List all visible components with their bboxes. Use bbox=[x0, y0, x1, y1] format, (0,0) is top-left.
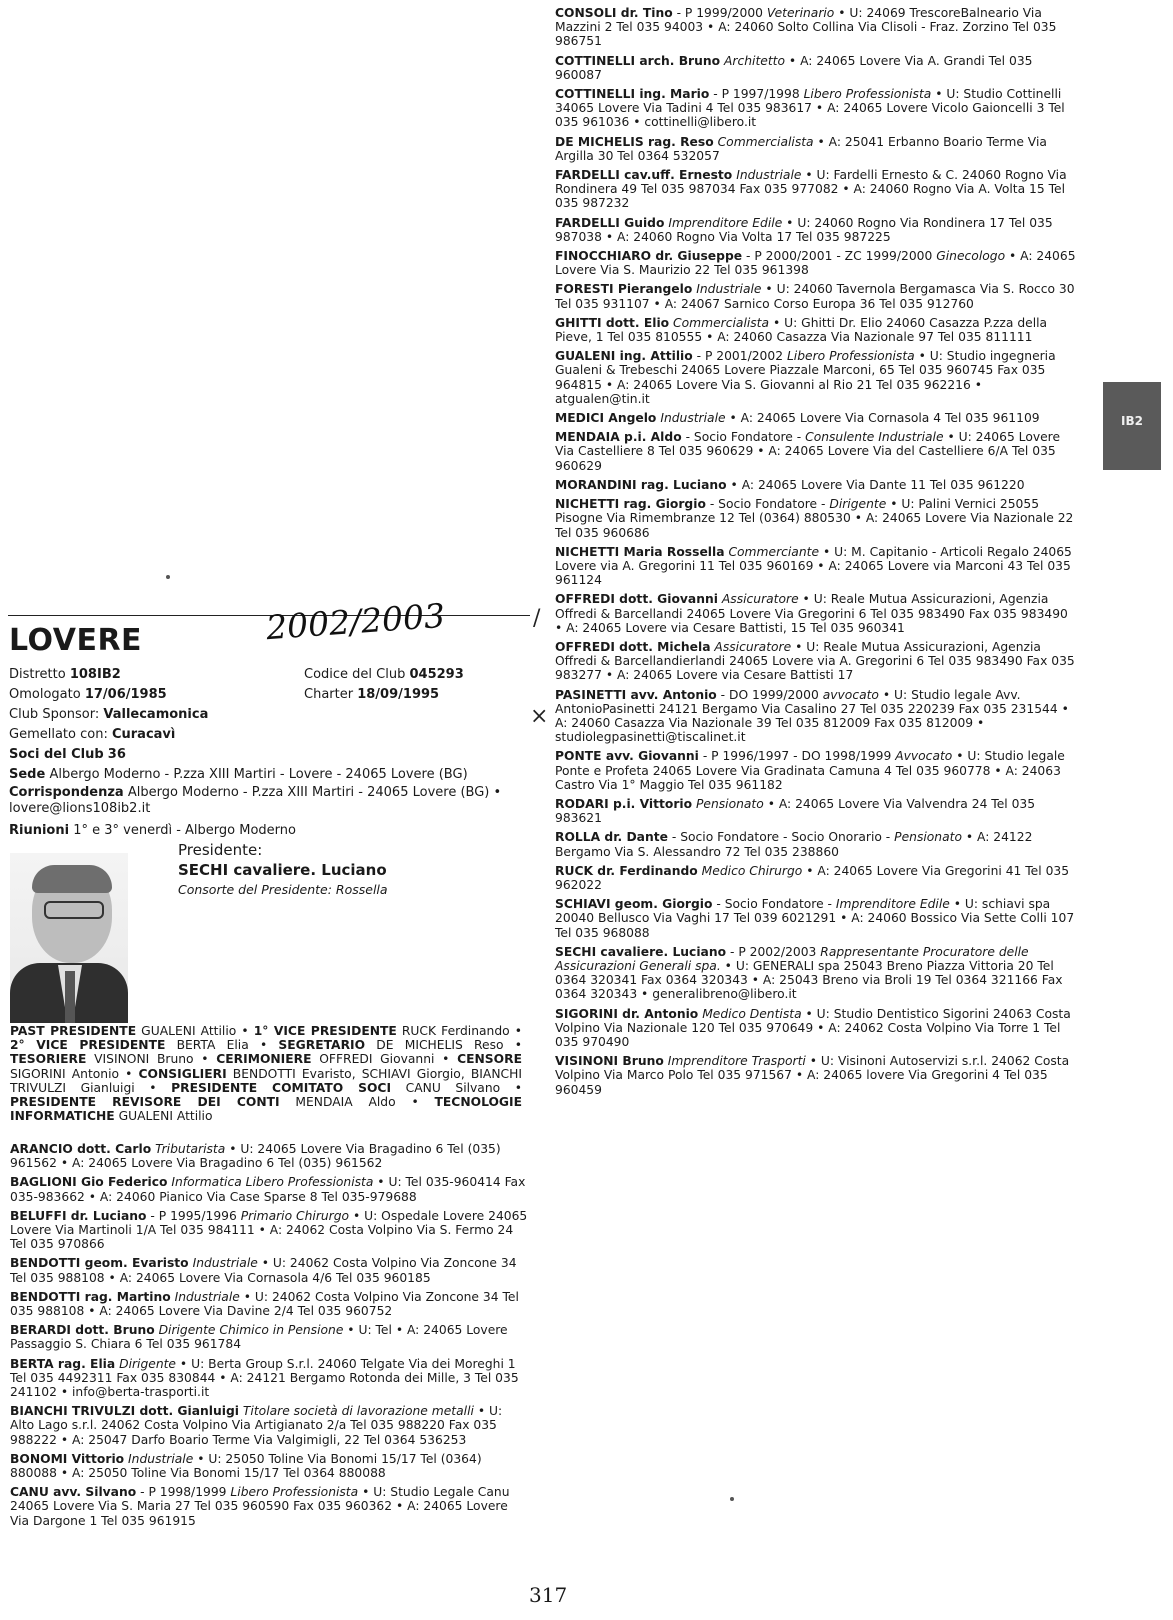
member-profession: Pensionato bbox=[695, 796, 764, 811]
member-profession: Imprenditore Edile bbox=[668, 215, 783, 230]
member-name: BELUFFI dr. Luciano bbox=[10, 1208, 147, 1223]
president-label: Presidente: bbox=[178, 841, 263, 859]
officer-role: PRESIDENTE COMITATO SOCI bbox=[171, 1080, 392, 1095]
member-address: • U: Ospedale Lovere 24065 Lovere Via Martinoli 1/A Tel 035 984111 • A: 24062 Costa Volpino Via S. Fermo 24 Tel 035 970866 bbox=[10, 1208, 528, 1252]
member-entry bbox=[10, 1323, 530, 1351]
member-entry bbox=[555, 6, 1077, 49]
officer-role: TESORIERE bbox=[10, 1052, 87, 1067]
member-entry bbox=[555, 830, 1077, 858]
member-name: BENDOTTI rag. Martino bbox=[10, 1289, 171, 1304]
member-entry bbox=[555, 216, 1077, 244]
soci-value: 36 bbox=[107, 747, 126, 762]
officer-role: 1° VICE PRESIDENTE bbox=[253, 1024, 397, 1038]
info-row-gemellato bbox=[9, 725, 529, 745]
scan-speck bbox=[730, 1497, 734, 1501]
page-number: 317 bbox=[529, 1583, 568, 1607]
member-address: • U: M. Capitanio - Articoli Regalo 24065 Lovere via A. Gregorini 11 Tel 035 960169 • A: 24065 Lovere via Marconi 43 Tel 035 961124 bbox=[555, 544, 1072, 588]
member-address: • U: 24062 Costa Volpino Via Zoncone 34 Tel 035 988108 • A: 24065 Lovere Via Davine 2/4 Tel 035 960752 bbox=[10, 1289, 519, 1319]
member-roles: - P 2001/2002 bbox=[692, 349, 784, 364]
handwritten-year: 2002/2003 bbox=[264, 595, 447, 648]
officer-name: GUALENI Attilio bbox=[114, 1109, 213, 1124]
member-profession: Commerciante bbox=[728, 544, 820, 559]
member-address: • U: 24065 Lovere Via Castelliere 8 Tel 035 960629 • A: 24065 Lovere Via del Castelliere 6/A Tel 035 960629 bbox=[555, 430, 1061, 473]
member-roles: - P 2002/2003 bbox=[726, 944, 817, 959]
member-profession: Commercialista bbox=[673, 315, 770, 330]
member-entry bbox=[10, 1452, 530, 1480]
member-address: • U: Alto Lago s.r.l. 24062 Costa Volpino Via Artigianato 2/a Tel 035 988220 Fax 035 988222 • A: 25047 Darfo Boario Terme Via Valgimigli, 22 Tel 0364 536253 bbox=[10, 1404, 503, 1447]
member-name: CANU avv. Silvano bbox=[10, 1485, 137, 1500]
member-profession: Assicuratore bbox=[721, 592, 799, 607]
member-profession: Imprenditore Edile bbox=[835, 897, 950, 912]
member-name: NICHETTI Maria Rossella bbox=[555, 544, 725, 559]
member-name: RODARI p.i. Vittorio bbox=[555, 796, 693, 811]
member-profession: Medico Dentista bbox=[702, 1006, 802, 1021]
label: Charter bbox=[304, 687, 354, 702]
officer-name: CANU Silvano bbox=[391, 1080, 501, 1095]
member-address: • U: 24065 Lovere Via Bragadino 6 Tel (035) 961562 • A: 24065 Lovere Via Bragadino 6 Tel (035) 961562 bbox=[10, 1142, 501, 1171]
member-entry bbox=[555, 497, 1077, 540]
president-name: SECHI cavaliere. Luciano bbox=[178, 861, 387, 879]
member-profession: Informatica Libero Professionista bbox=[171, 1175, 374, 1190]
member-entry bbox=[555, 864, 1077, 892]
member-entry bbox=[10, 1290, 530, 1318]
member-entry bbox=[555, 54, 1077, 82]
gemellato-value: Curacavì bbox=[111, 727, 176, 742]
label: Codice del Club bbox=[304, 667, 406, 682]
member-profession: Commercialista bbox=[717, 134, 814, 149]
officer-role: 2° VICE PRESIDENTE bbox=[10, 1038, 166, 1053]
member-entry bbox=[555, 349, 1077, 406]
member-address: • U: Studio Legale Canu 24065 Lovere Via S. Maria 27 Tel 035 960590 Fax 035 960362 • A: 24065 Lovere Via Dargone 1 Tel 035 961915 bbox=[10, 1485, 510, 1528]
officer-name: SIGORINI Antonio bbox=[10, 1066, 120, 1081]
member-entry bbox=[555, 316, 1077, 344]
member-address: • A: 25041 Erbanno Boario Terme Via Argilla 30 Tel 0364 532057 bbox=[555, 134, 1047, 163]
member-entry bbox=[555, 688, 1077, 745]
member-profession: Titolare società di lavorazione metalli bbox=[242, 1404, 474, 1419]
member-name: CONSOLI dr. Tino bbox=[555, 6, 673, 20]
member-name: PASINETTI avv. Antonio bbox=[555, 687, 717, 702]
member-roles: - P 1999/2000 bbox=[672, 6, 763, 20]
member-profession: Industriale bbox=[736, 168, 802, 183]
member-name: PONTE avv. Giovanni bbox=[555, 749, 699, 764]
member-profession: Avvocato bbox=[895, 749, 953, 764]
member-entry bbox=[555, 945, 1077, 1002]
member-address: • A: 24065 Lovere Via A. Grandi Tel 035 960087 bbox=[555, 53, 1033, 82]
member-entry bbox=[10, 1485, 530, 1528]
member-entry bbox=[555, 87, 1077, 130]
member-profession: Consulente Industriale bbox=[805, 430, 944, 445]
officer-role: SEGRETARIO bbox=[278, 1038, 366, 1053]
member-roles: - DO 1999/2000 bbox=[716, 687, 819, 702]
member-entry bbox=[555, 478, 1077, 492]
member-entry bbox=[555, 640, 1077, 683]
member-address: • U: Tel • A: 24065 Lovere Passaggio S. Chiara 6 Tel 035 961784 bbox=[10, 1323, 508, 1352]
member-address: • U: 25050 Toline Via Bonomi 15/17 Tel (0364) 880088 • A: 25050 Toline Via Bonomi 15/17 Tel 0364 880088 bbox=[10, 1451, 482, 1481]
label: Riunioni bbox=[9, 823, 70, 838]
charter bbox=[304, 685, 439, 705]
member-address: • U: Studio Cottinelli 34065 Lovere Via Tadini 4 Tel 035 983617 • A: 24065 Lovere Vicolo Gaioncelli 3 Tel 035 961036 • cottinelli@libero.it bbox=[555, 87, 1065, 130]
member-profession: Imprenditore Trasporti bbox=[667, 1054, 806, 1069]
info-row-distretto bbox=[9, 665, 529, 685]
member-name: VISINONI Bruno bbox=[555, 1054, 664, 1069]
corr-value: Albergo Moderno - P.zza XIII Martiri - 24065 Lovere (BG) • lovere@lions108ib2.it bbox=[9, 785, 502, 816]
officer-name: BERTA Elia bbox=[165, 1038, 249, 1053]
member-roles: - Socio Fondatore - Socio Onorario - bbox=[667, 830, 891, 845]
member-address: • U: Studio ingegneria Gualeni & Trebeschi 24065 Lovere Piazzale Marconi, 65 Tel 035 960745 Fax 035 964815 • A: 24065 Lovere Via S. Giovanni al Rio 21 Tel 035 962216 • atgualen@tin.it bbox=[555, 349, 1056, 406]
charter-value: 18/09/1995 bbox=[357, 687, 440, 702]
member-name: FARDELLI Guido bbox=[555, 215, 665, 230]
sede-value: Albergo Moderno - P.zza XIII Martiri - Lovere - 24065 Lovere (BG) bbox=[49, 767, 468, 782]
member-roles: - P 1995/1996 bbox=[146, 1208, 237, 1223]
member-name: SCHIAVI geom. Giorgio bbox=[555, 897, 713, 912]
codice bbox=[304, 665, 464, 685]
member-name: BAGLIONI Gio Federico bbox=[10, 1175, 168, 1190]
member-profession: Dirigente Chimico in Pensione bbox=[158, 1323, 344, 1338]
member-entry bbox=[555, 135, 1077, 163]
members-list-left bbox=[10, 1142, 530, 1533]
info-row-riunioni bbox=[9, 821, 529, 841]
member-profession: Ginecologo bbox=[936, 249, 1006, 264]
officer-name: RUCK Ferdinando bbox=[396, 1024, 510, 1038]
distretto-value: 108IB2 bbox=[69, 667, 121, 682]
officer-name: MENDAIA Aldo bbox=[279, 1095, 396, 1110]
info-row-omologato bbox=[9, 685, 529, 705]
scan-speck bbox=[166, 575, 170, 579]
member-name: ROLLA dr. Dante bbox=[555, 830, 668, 845]
member-name: FARDELLI cav.uff. Ernesto bbox=[555, 168, 733, 183]
member-address: • A: 24065 Lovere Via Cornasola 4 Tel 035 961109 bbox=[725, 411, 1040, 426]
member-entry bbox=[10, 1357, 530, 1400]
omologato-value: 17/06/1985 bbox=[84, 687, 167, 702]
member-name: SIGORINI dr. Antonio bbox=[555, 1006, 699, 1021]
member-address: • U: schiavi spa 20040 Bellusco Via Vaghi 17 Tel 039 6021291 • A: 24060 Bossico Via Sette Colli 107 Tel 035 968088 bbox=[555, 897, 1075, 940]
member-name: FORESTI Pierangelo bbox=[555, 282, 693, 297]
member-entry bbox=[555, 1007, 1077, 1050]
label: Club Sponsor: bbox=[9, 707, 100, 722]
member-address: • U: Tel 035-960414 Fax 035-983662 • A: 24060 Pianico Via Case Sparse 8 Tel 035-979688 bbox=[10, 1175, 526, 1204]
member-entry bbox=[555, 430, 1077, 473]
member-profession: Industriale bbox=[696, 282, 762, 297]
member-name: MENDAIA p.i. Aldo bbox=[555, 430, 682, 445]
member-address: • U: Studio legale Avv. AntonioPasinetti 24121 Bergamo Via Casalino 27 Tel 035 220239 Fax 035 231544 • A: 24060 Casazza Via Nazionale 39 Tel 035 812009 Fax 035 812009 • studiolegpasinetti@tiscalinet.it bbox=[555, 687, 1069, 745]
member-profession: Assicuratore bbox=[714, 639, 792, 654]
member-entry bbox=[555, 797, 1077, 825]
check-mark: / bbox=[533, 606, 541, 631]
member-profession: Libero Professionista bbox=[786, 349, 915, 364]
officer-role: TECNOLOGIE INFORMATICHE bbox=[10, 1095, 522, 1124]
member-address: • U: Reale Mutua Assicurazioni, Agenzia Offredi & Barcellandi 24065 Lovere Via Gregorini 6 Tel 035 983490 Fax 035 983490 • A: 24065 Lovere via Cesare Battisti, 15 Tel 035 960341 bbox=[555, 592, 1068, 635]
member-roles: - Socio Fondatore - bbox=[681, 430, 802, 445]
member-entry bbox=[555, 897, 1077, 940]
member-name: SECHI cavaliere. Luciano bbox=[555, 944, 727, 959]
officer-name: DE MICHELIS Reso bbox=[365, 1038, 504, 1053]
member-name: RUCK dr. Ferdinando bbox=[555, 863, 698, 878]
member-entry bbox=[555, 749, 1077, 792]
member-name: GUALENI ing. Attilio bbox=[555, 349, 693, 364]
member-entry bbox=[555, 411, 1077, 425]
member-profession: Rappresentante Procuratore delle Assicurazioni Generali spa. bbox=[555, 944, 1029, 973]
member-entry bbox=[555, 592, 1077, 635]
member-name: OFFREDI dott. Giovanni bbox=[555, 592, 718, 607]
officer-name: BENDOTTI Evaristo, SCHIAVI Giorgio, BIANCHI TRIVULZI Gianluigi bbox=[10, 1066, 522, 1095]
club-info bbox=[9, 665, 529, 841]
member-profession: avvocato bbox=[822, 687, 879, 702]
club-title: LOVERE bbox=[9, 623, 143, 658]
label: Corrispondenza bbox=[9, 785, 124, 800]
officer-role: PAST PRESIDENTE bbox=[10, 1024, 137, 1038]
member-name: MORANDINI rag. Luciano bbox=[555, 477, 727, 492]
officer-role: PRESIDENTE REVISORE DEI CONTI bbox=[10, 1095, 280, 1110]
info-row-sede bbox=[9, 765, 529, 785]
member-name: BONOMI Vittorio bbox=[10, 1451, 125, 1466]
member-name: GHITTI dott. Elio bbox=[555, 315, 670, 330]
president-consorte: Consorte del Presidente: Rossella bbox=[178, 882, 388, 897]
member-entry bbox=[555, 282, 1077, 310]
member-name: COTTINELLI ing. Mario bbox=[555, 87, 710, 102]
member-name: MEDICI Angelo bbox=[555, 411, 657, 426]
member-name: DE MICHELIS rag. Reso bbox=[555, 134, 714, 149]
officer-name: VISINONI Bruno bbox=[86, 1052, 194, 1067]
member-address: • U: GENERALI spa 25043 Breno Piazza Vittoria 20 Tel 0364 320341 Fax 0364 320343 • A: 25043 Breno via Broli 19 Tel 0364 321166 Fax 0364 320343 • generalibreno@libero.it bbox=[555, 958, 1063, 1002]
member-entry bbox=[10, 1256, 530, 1284]
member-name: FINOCCHIARO dr. Giuseppe bbox=[555, 249, 743, 264]
member-profession: Tributarista bbox=[155, 1142, 226, 1156]
member-name: NICHETTI rag. Giorgio bbox=[555, 497, 706, 512]
sponsor-value: Vallecamonica bbox=[103, 707, 209, 722]
member-profession: Industriale bbox=[192, 1256, 258, 1271]
member-entry bbox=[555, 168, 1077, 211]
member-roles: - Socio Fondatore - bbox=[712, 897, 832, 912]
member-entry bbox=[555, 249, 1077, 277]
member-entry bbox=[10, 1142, 530, 1170]
officer-name: GUALENI Attilio bbox=[136, 1024, 237, 1038]
member-roles: - P 1998/1999 bbox=[136, 1485, 227, 1500]
label: Sede bbox=[9, 767, 46, 782]
member-profession: Dirigente bbox=[119, 1356, 177, 1371]
info-row-corr bbox=[9, 785, 529, 817]
member-name: BENDOTTI geom. Evaristo bbox=[10, 1256, 189, 1271]
member-name: ARANCIO dott. Carlo bbox=[10, 1142, 152, 1156]
member-name: BIANCHI TRIVULZI dott. Gianluigi bbox=[10, 1404, 239, 1419]
member-profession: Primario Chirurgo bbox=[240, 1208, 350, 1223]
member-address: • U: 24062 Costa Volpino Via Zoncone 34 Tel 035 988108 • A: 24065 Lovere Via Cornasola 4/6 Tel 035 960185 bbox=[10, 1256, 517, 1285]
member-entry bbox=[10, 1404, 530, 1447]
officer-name: OFFREDI Giovanni bbox=[311, 1052, 435, 1067]
member-roles: - P 2000/2001 - ZC 1999/2000 bbox=[742, 249, 933, 264]
member-entry bbox=[555, 545, 1077, 588]
member-entry bbox=[10, 1175, 530, 1203]
label: Soci del Club bbox=[9, 747, 104, 762]
member-address: • U: Berta Group S.r.l. 24060 Telgate Via dei Moreghi 1 Tel 035 4492311 Fax 035 830844 • A: 24121 Bergamo Rotonda dei Mille, 3 Tel 035 241102 • info@berta-trasporti.it bbox=[10, 1356, 519, 1400]
member-profession: Industriale bbox=[660, 411, 726, 426]
member-name: OFFREDI dott. Michela bbox=[555, 639, 711, 654]
president-photo bbox=[10, 853, 128, 1023]
info-row-sponsor bbox=[9, 705, 529, 725]
check-mark: × bbox=[530, 704, 549, 729]
officer-role: CONSIGLIERI bbox=[138, 1066, 227, 1081]
member-name: BERTA rag. Elia bbox=[10, 1356, 116, 1371]
member-address: • U: 24060 Tavernola Bergamasca Via S. Rocco 30 Tel 035 931107 • A: 24067 Sarnico Corso Europa 36 Tel 035 912760 bbox=[555, 282, 1075, 311]
member-profession: Medico Chirurgo bbox=[701, 863, 803, 878]
member-profession: Libero Professionista bbox=[230, 1485, 359, 1500]
member-address: • U: Studio Dentistico Sigorini 24063 Costa Volpino Via Nazionale 120 Tel 035 970649 • A: 24062 Costa Volpino Via Torre 1 Tel 035 970490 bbox=[555, 1006, 1071, 1049]
member-entry bbox=[555, 1054, 1077, 1097]
member-address: • A: 24065 Lovere Via S. Maurizio 22 Tel 035 961398 bbox=[555, 249, 1076, 278]
district-tab: IB2 bbox=[1103, 382, 1161, 470]
officer-role: CENSORE bbox=[457, 1052, 522, 1067]
member-address: • A: 24122 Bergamo Via S. Alessandro 72 Tel 035 238860 bbox=[555, 830, 1033, 859]
member-profession: Architetto bbox=[724, 53, 786, 68]
member-address: • U: Ghitti Dr. Elio 24060 Casazza P.zza della Pieve, 1 Tel 035 810555 • A: 24060 Casazza Via Nazionale 97 Tel 035 811111 bbox=[555, 315, 1048, 345]
officer-role: CERIMONIERE bbox=[216, 1052, 312, 1067]
riunioni-value: 1° e 3° venerdì - Albergo Moderno bbox=[73, 823, 296, 838]
member-address: • U: Palini Vernici 25055 Pisogne Via Rimembranze 12 Tel (0364) 880530 • A: 24065 Lovere Via Nazionale 22 Tel 035 960686 bbox=[555, 497, 1074, 540]
member-address: • A: 24065 Lovere Via Gregorini 41 Tel 035 962022 bbox=[555, 863, 1070, 892]
member-roles: - P 1996/1997 - DO 1998/1999 bbox=[698, 749, 892, 764]
member-address: • U: Studio legale Ponte e Profeta 24065 Lovere Via Gradinata Camuna 4 Tel 035 960778 • A: 24063 Castro Via 1° Maggio Tel 035 961182 bbox=[555, 749, 1065, 792]
member-roles: - Socio Fondatore - bbox=[705, 497, 826, 512]
member-profession: Veterinario bbox=[766, 6, 835, 20]
codice-value: 045293 bbox=[409, 667, 464, 682]
info-row-soci bbox=[9, 745, 529, 765]
label: Omologato bbox=[9, 687, 81, 702]
member-address: • U: Visinoni Autoservizi s.r.l. 24062 Costa Volpino Via Marco Polo Tel 035 971567 • A: 24065 lovere Via Gregorini 4 Tel 035 960459 bbox=[555, 1054, 1070, 1097]
member-address: • U: 24069 TrescoreBalneario Via Mazzini 2 Tel 035 94003 • A: 24060 Solto Collina Via Clisoli - Fraz. Zorzino Tel 035 986751 bbox=[555, 6, 1057, 49]
member-profession: Dirigente bbox=[829, 497, 887, 512]
member-address: • U: 24060 Rogno Via Rondinera 17 Tel 035 987038 • A: 24060 Rogno Via Volta 17 Tel 035 987225 bbox=[555, 215, 1053, 244]
member-profession: Industriale bbox=[174, 1289, 240, 1304]
member-address: • A: 24065 Lovere Via Dante 11 Tel 035 961220 bbox=[726, 477, 1025, 492]
member-address: • U: Fardelli Ernesto & C. 24060 Rogno Via Rondinera 49 Tel 035 987034 Fax 035 977082 • A: 24060 Rogno Via A. Volta 15 Tel 035 987232 bbox=[555, 168, 1067, 211]
member-profession: Pensionato bbox=[894, 830, 962, 845]
member-entry bbox=[10, 1209, 530, 1252]
members-list-right bbox=[555, 6, 1077, 1102]
member-address: • U: Reale Mutua Assicurazioni, Agenzia Offredi & Barcellandierlandi 24065 Lovere via A. Gregorini 6 Tel 035 983490 Fax 035 983277 • A: 24065 Lovere via Cesare Battisti 17 bbox=[555, 639, 1075, 683]
member-address: • A: 24065 Lovere Via Valvendra 24 Tel 035 983621 bbox=[555, 796, 1036, 826]
label: Distretto bbox=[9, 667, 66, 682]
member-profession: Industriale bbox=[128, 1451, 194, 1466]
label: Gemellato con: bbox=[9, 727, 108, 742]
officers-list: PAST PRESIDENTE GUALENI Attilio • 1° VICE PRESIDENTE RUCK Ferdinando • 2° VICE PRESIDENTE BERTA Elia • SEGRETARIO DE MICHELIS Reso • TESORIERE VISINONI Bruno • CERIMONIERE OFFREDI Giovanni • CENSORE SIGORINI Antonio • CONSIGLIERI BENDOTTI Evaristo, SCHIAVI Giorgio, BIANCHI TRIVULZI Gianluigi • PRESIDENTE COMITATO SOCI CANU Silvano • PRESIDENTE REVISORE DEI CONTI MENDAIA Aldo • TECNOLOGIE INFORMATICHE GUALENI Attilio bbox=[10, 1024, 522, 1124]
member-name: COTTINELLI arch. Bruno bbox=[555, 53, 721, 68]
member-roles: - P 1997/1998 bbox=[709, 87, 800, 102]
member-name: BERARDI dott. Bruno bbox=[10, 1323, 155, 1338]
member-profession: Libero Professionista bbox=[803, 87, 932, 102]
